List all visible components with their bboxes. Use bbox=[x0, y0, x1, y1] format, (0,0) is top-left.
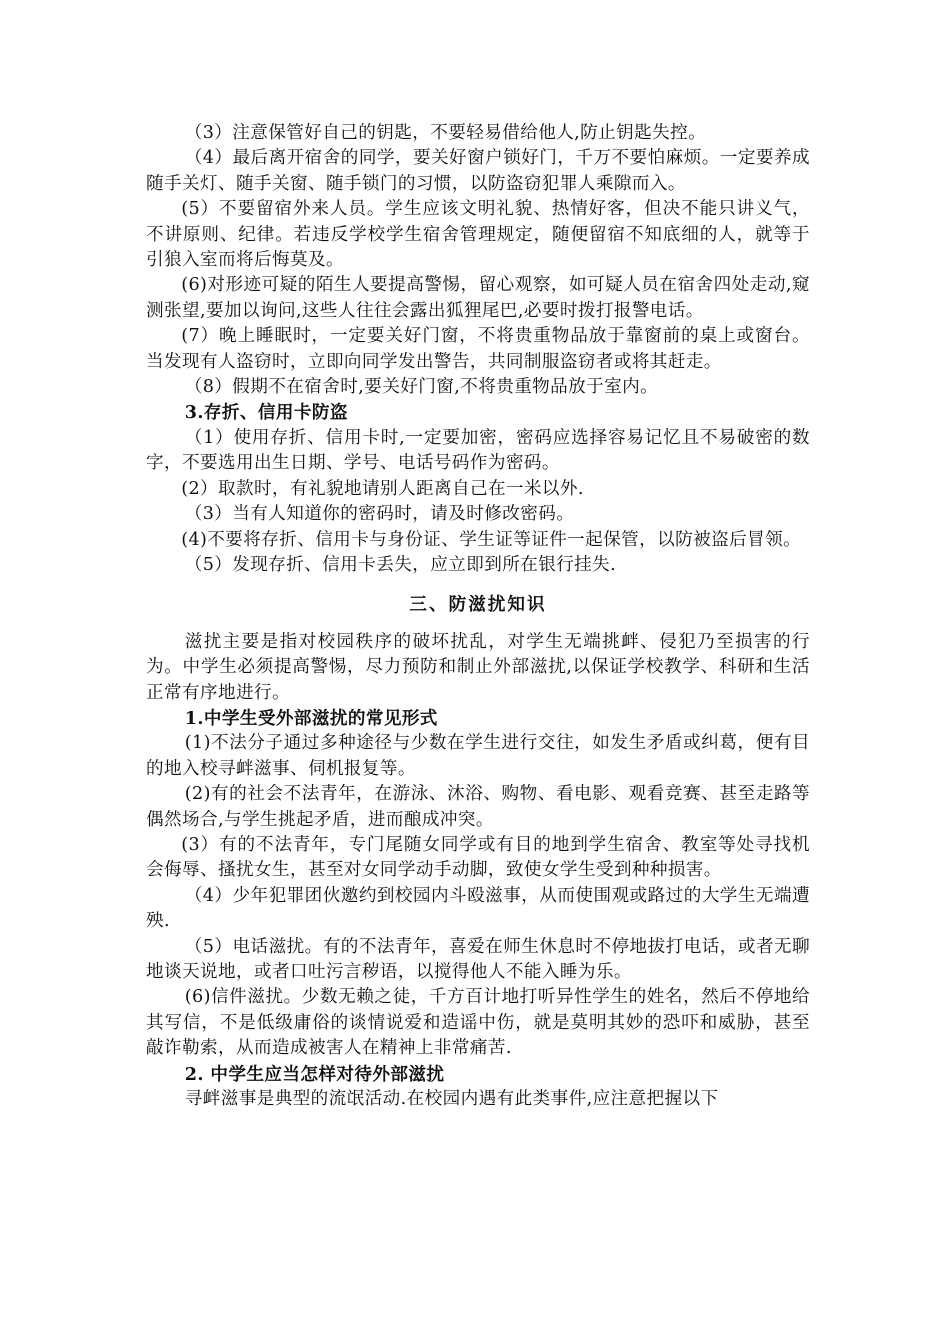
subheading-credit-card: 3.存折、信用卡防盗 bbox=[184, 402, 348, 424]
paragraph: （3）当有人知道你的密码时，请及时修改密码。 bbox=[184, 504, 575, 525]
document-page bbox=[146, 121, 810, 1112]
paragraph: （5）发现存折、信用卡丢失，应立即到所在银行挂失. bbox=[184, 554, 617, 575]
paragraph: （1）使用存折、信用卡时,一定要加密，密码应选择容易记忆且不易破密的数字，不要选用出生日期、学号、电话号码作为密码。 bbox=[146, 427, 810, 474]
paragraph: (3）有的不法青年，专门尾随女同学或有目的地到学生宿舍、教室等处寻找机会侮辱、搔扰女生，甚至对女同学动手动脚，致使女学生受到种种损害。 bbox=[146, 834, 810, 881]
paragraph: （5）电话滋扰。有的不法青年，喜爱在师生休息时不停地拔打电话，或者无聊地谈天说地，或者口吐污言秽语，以搅得他人不能入睡为乐。 bbox=[146, 936, 810, 982]
paragraph: (6)对形迹可疑的陌生人要提高警惕，留心观察，如可疑人员在宿舍四处走动,窥测张望,要加以询问,这些人往往会露出狐狸尾巴,必要时拨打报警电话。 bbox=[146, 275, 810, 321]
paragraph: （4）少年犯罪团伙邀约到校园内斗殴滋事，从而使围观或路过的大学生无端遭殃. bbox=[146, 885, 810, 932]
paragraph: (4)不要将存折、信用卡与身份证、学生证等证件一起保管，以防被盗后冒领。 bbox=[181, 529, 802, 550]
subheading-how-to-respond: 2. 中学生应当怎样对待外部滋扰 bbox=[184, 1063, 445, 1085]
paragraph: （3）注意保管好自己的钥匙，不要轻易借给他人,防止钥匙失控。 bbox=[184, 123, 707, 143]
paragraph: (5）不要留宿外来人员。学生应该文明礼貌、热情好客，但决不能只讲义气，不讲原则、纪律。若违反学校学生宿舍管理规定，随便留宿不知底细的人，就等于引狼入室而将后悔莫及。 bbox=[146, 199, 810, 271]
paragraph: （4）最后离开宿舍的同学，要关好窗户锁好门，千万不要怕麻烦。一定要养成随手关灯、随手关窗、随手锁门的习惯，以防盗窃犯罪人乘隙而入。 bbox=[146, 148, 810, 194]
intro-paragraph: 滋扰主要是指对校园秩序的破坏扰乱，对学生无端挑衅、侵犯乃至损害的行为。中学生必须提高警惕，尽力预防和制止外部滋扰,以保证学校教学、科研和生活正常有序地进行。 bbox=[146, 631, 810, 703]
paragraph: (2）取款时，有礼貌地请别人距离自己在一米以外. bbox=[181, 478, 584, 499]
section-title: 三、防滋扰知识 bbox=[409, 594, 547, 616]
paragraph: （8）假期不在宿舍时,要关好门窗,不将贵重物品放于室内。 bbox=[184, 377, 659, 398]
subheading-common-forms: 1.中学生受外部滋扰的常见形式 bbox=[184, 707, 438, 729]
paragraph: (2)有的社会不法青年，在游泳、沐浴、购物、看电影、观看竞赛、甚至走路等偶然场合,与学生挑起矛盾，进而酿成冲突。 bbox=[146, 784, 810, 830]
paragraph: (7）晚上睡眠时，一定要关好门窗，不将贵重物品放于靠窗前的桌上或窗台。当发现有人盗窃时，立即向同学发出警告，共同制服盗窃者或将其赶走。 bbox=[146, 326, 810, 372]
paragraph: (6)信件滋扰。少数无赖之徒，千方百计地打听异性学生的姓名，然后不停地给其写信，不是低级庸俗的谈情说爱和造谣中伤，就是莫明其妙的恐吓和威胁，甚至敲诈勒索，从而造成被害人在精神上非常痛苦. bbox=[146, 987, 810, 1059]
paragraph: (1)不法分子通过多种途径与少数在学生进行交往，如发生矛盾或纠葛，便有目的地入校寻衅滋事、伺机报复等。 bbox=[146, 733, 810, 779]
paragraph: 寻衅滋事是典型的流氓活动.在校园内遇有此类事件,应注意把握以下 bbox=[184, 1089, 719, 1110]
